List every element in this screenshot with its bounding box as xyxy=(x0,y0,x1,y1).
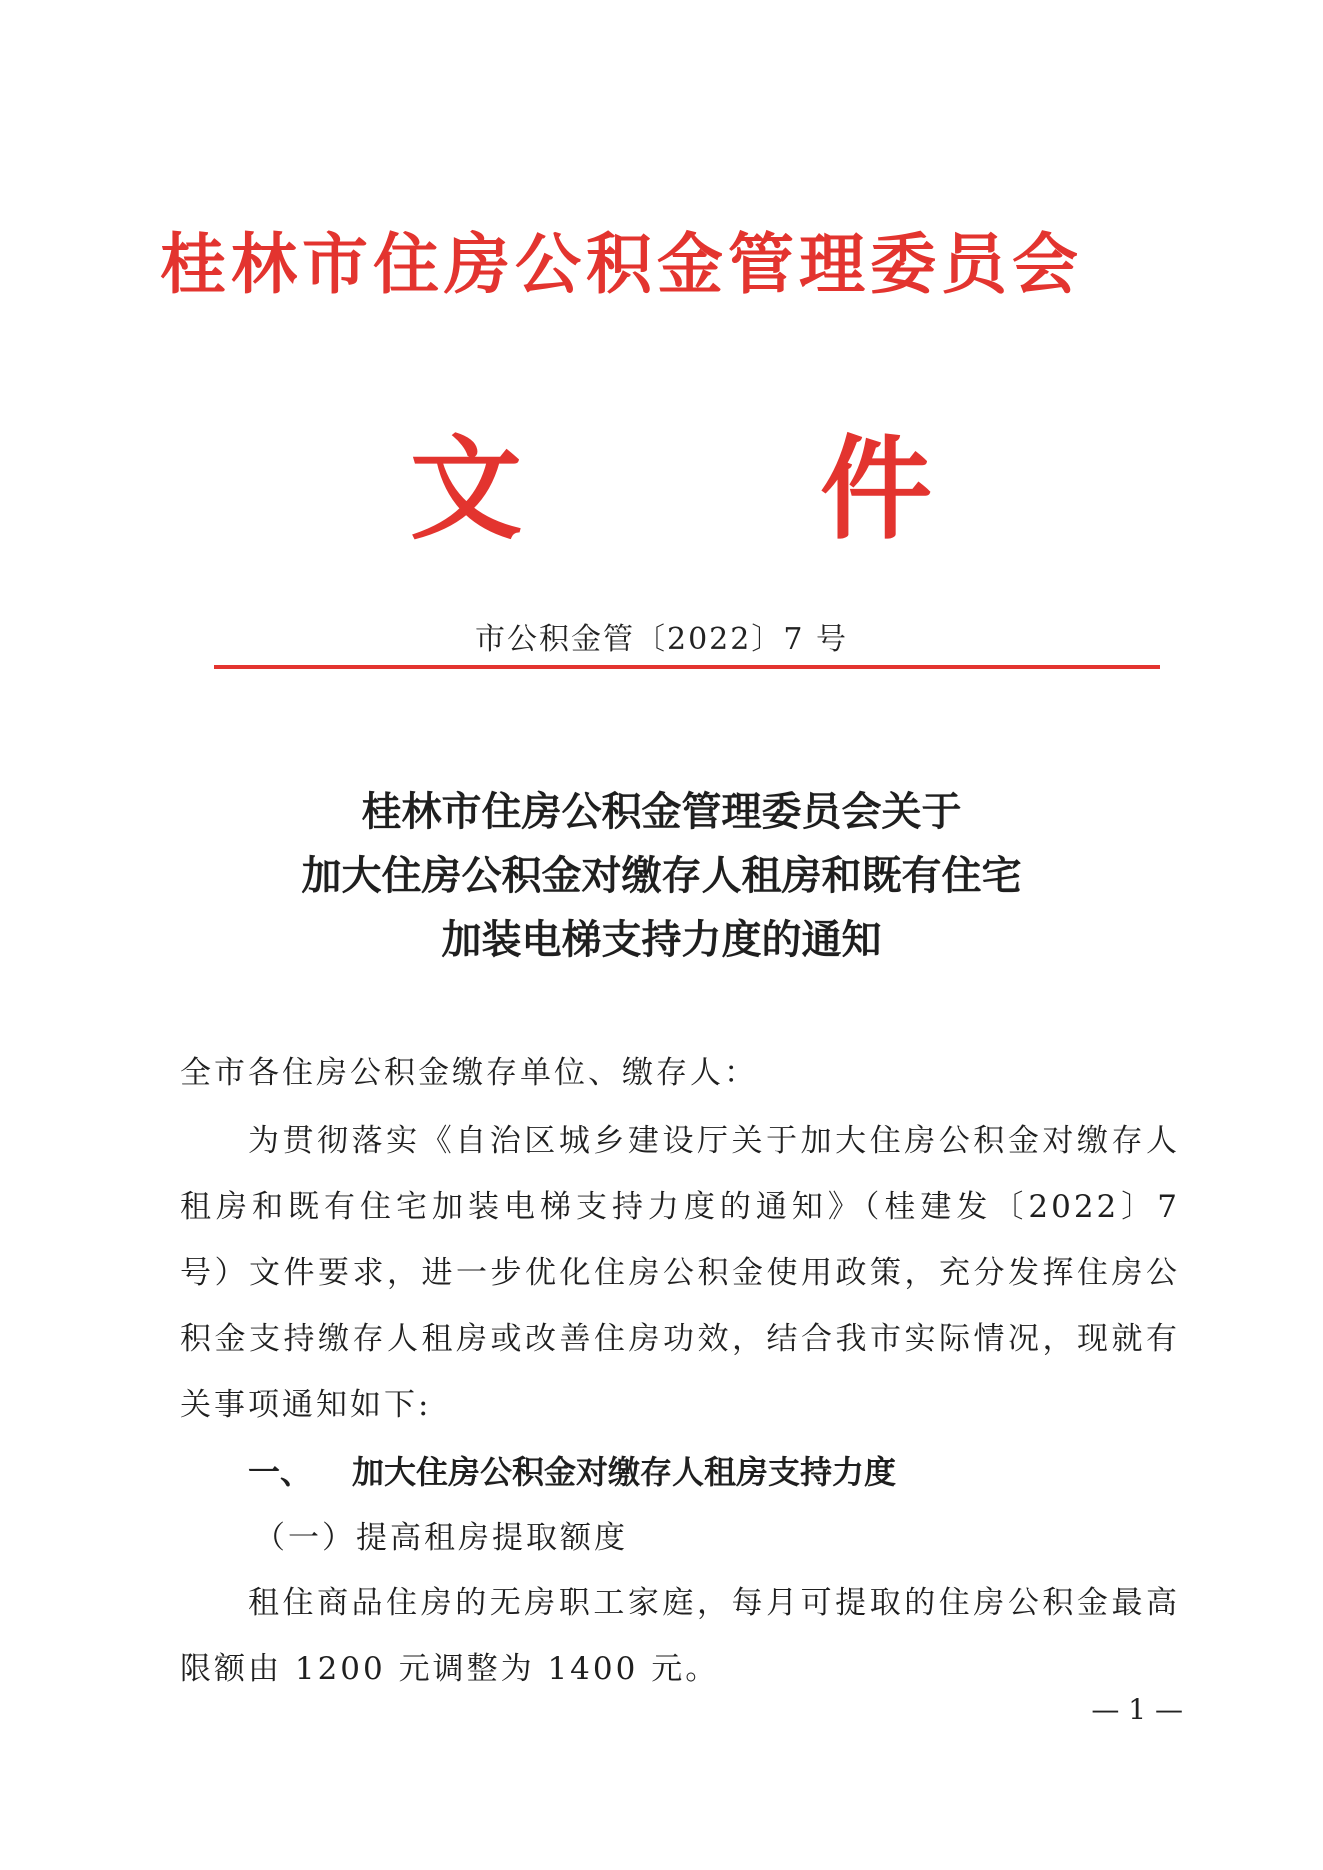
section-number: 一、 xyxy=(248,1453,313,1491)
notice-title-line-2: 加大住房公积金对缴存人租房和既有住宅 xyxy=(301,853,1022,899)
red-divider-line xyxy=(214,665,1160,669)
notice-title-line-3: 加装电梯支持力度的通知 xyxy=(441,917,882,963)
notice-title xyxy=(0,780,1323,972)
document-mark-jian: 件 xyxy=(820,424,932,555)
subsection-heading-1: （一）提高租房提取额度 xyxy=(254,1520,628,1556)
document-number: 市公积金管〔2022〕7 号 xyxy=(475,622,848,657)
section-title: 加大住房公积金对缴存人租房支持力度 xyxy=(352,1453,897,1491)
notice-title-line-1: 桂林市住房公积金管理委员会关于 xyxy=(361,789,962,835)
body-paragraph-1: 为贯彻落实《自治区城乡建设厅关于加大住房公积金对缴存人租房和既有住宅加装电梯支持力度的通知》（桂建发〔2022〕7号）文件要求，进一步优化住房公积金使用政策，充分发挥住房公积金支持缴存人租房或改善住房功效，结合我市实际情况，现就有关事项通知如下: xyxy=(180,1123,1180,1423)
salutation: 全市各住房公积金缴存单位、缴存人： xyxy=(180,1055,758,1091)
section-heading-1 xyxy=(248,1442,896,1502)
body-paragraph-2: 租住商品住房的无房职工家庭，每月可提取的住房公积金最高限额由 1200 元调整为 1400 元。 xyxy=(180,1585,1180,1687)
issuing-organization-header: 桂林市住房公积金管理委员会 xyxy=(160,226,1083,303)
page-number: — 1 — xyxy=(1091,1693,1183,1726)
document-mark-wen: 文 xyxy=(410,424,522,555)
